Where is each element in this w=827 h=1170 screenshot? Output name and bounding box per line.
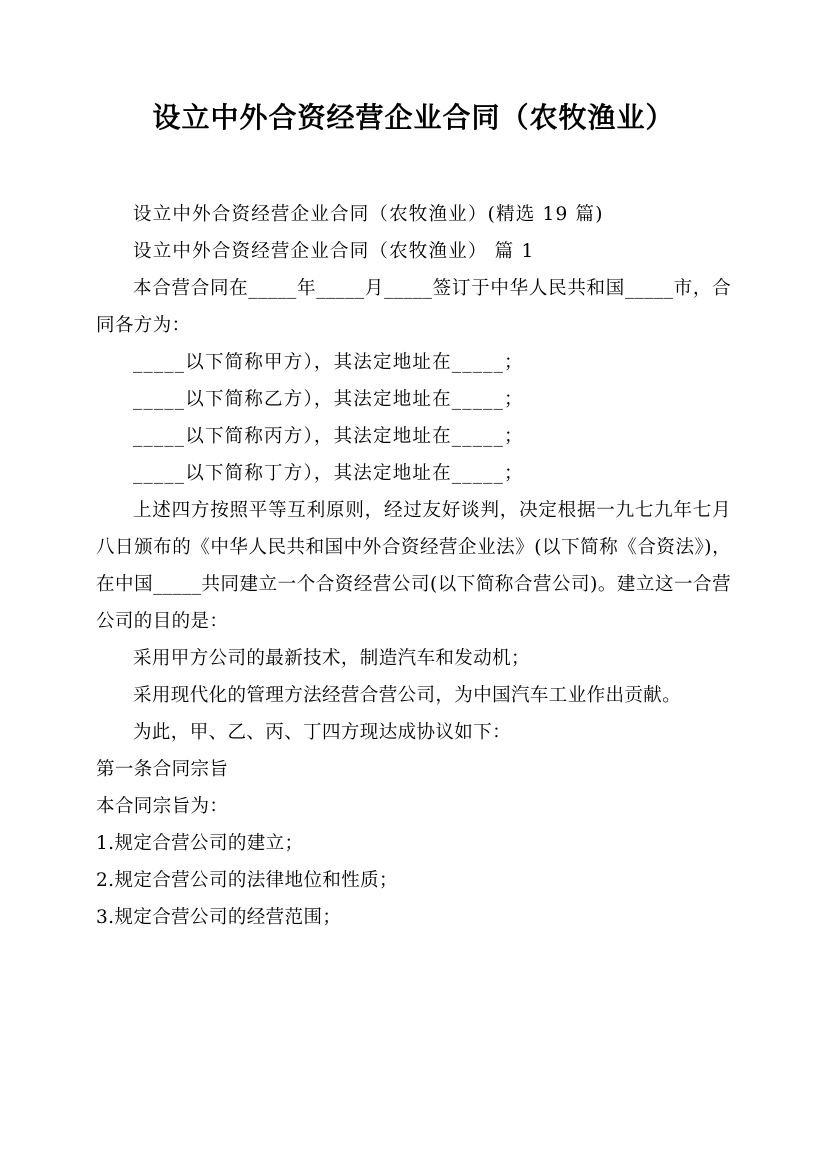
paragraph-item-2: 2.规定合营公司的法律地位和性质；: [96, 870, 398, 892]
paragraph-party-jia: _____以下简称甲方），其法定地址在_____；: [133, 352, 524, 374]
paragraph-section-label: 设立中外合资经营企业合同（农牧渔业） 篇 1: [133, 241, 535, 263]
page-title: 设立中外合资经营企业合同（农牧渔业）: [152, 101, 675, 134]
paragraph-agreement-basis: 上述四方按照平等互利原则，经过友好谈判，决定根据一九七九年七月八日颁布的《中华人民共和国中外合资经营企业法》(以下简称《合资法》)，在中国_____共同建立一个合资经营公司(以下简称合营公司)。建立这一合营公司的目的是：: [96, 500, 731, 633]
paragraph-intro-count: 设立中外合资经营企业合同（农牧渔业）(精选 19 篇): [133, 204, 604, 226]
paragraph-item-3: 3.规定合营公司的经营范围；: [96, 907, 342, 929]
paragraph-contract-opening: 本合营合同在_____年_____月_____签订于中华人民共和国_____市，合同各方为：: [96, 278, 731, 337]
paragraph-party-yi: _____以下简称乙方），其法定地址在_____；: [133, 389, 524, 411]
paragraph-item-1: 1.规定合营公司的建立；: [96, 833, 304, 855]
paragraph-party-bing: _____以下简称丙方），其法定地址在_____；: [133, 426, 524, 448]
paragraph-purpose-lead: 本合同宗旨为：: [96, 796, 229, 818]
paragraph-purpose-technology: 采用甲方公司的最新技术，制造汽车和发动机；: [133, 648, 530, 670]
paragraph-party-ding: _____以下简称丁方），其法定地址在_____；: [133, 463, 524, 485]
paragraph-article-one-heading: 第一条合同宗旨: [96, 759, 229, 781]
paragraph-agreement-reached: 为此，甲、乙、丙、丁四方现达成协议如下：: [133, 722, 512, 744]
paragraph-purpose-management: 采用现代化的管理方法经营合营公司，为中国汽车工业作出贡献。: [133, 685, 682, 707]
document-body: [96, 196, 731, 936]
